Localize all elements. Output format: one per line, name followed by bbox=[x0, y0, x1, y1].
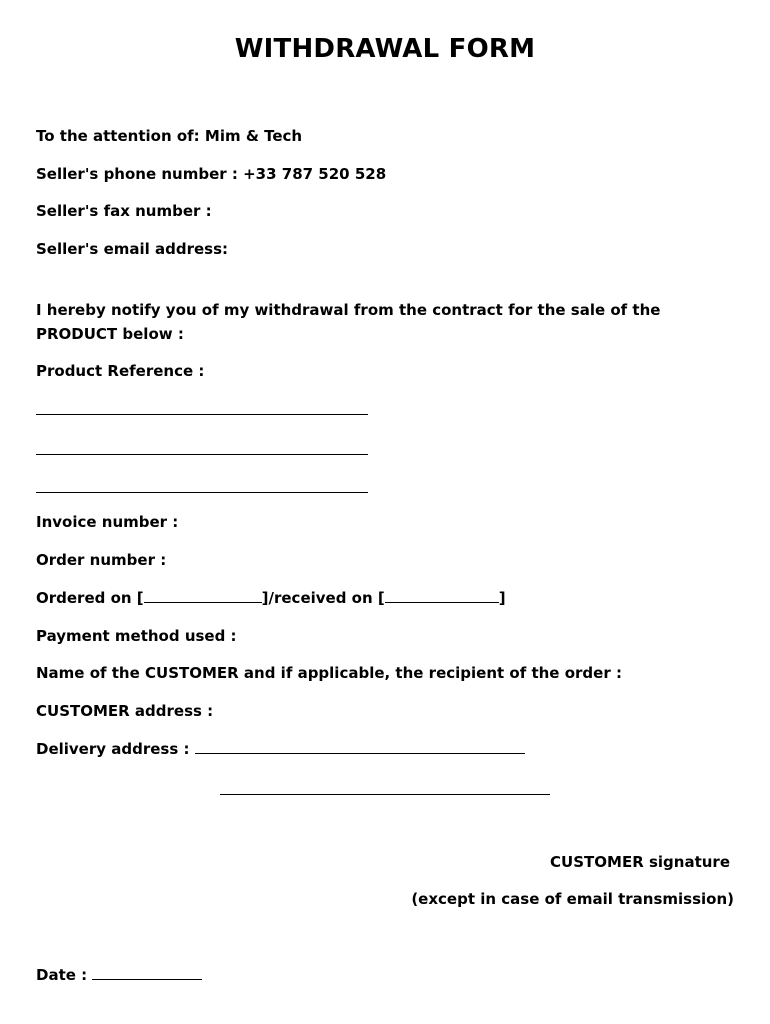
product-reference-blank-3[interactable] bbox=[36, 492, 368, 493]
signature-note: (except in case of email transmission) bbox=[411, 890, 734, 908]
payment-method-line: Payment method used : bbox=[36, 627, 237, 645]
attention-line: To the attention of: Mim & Tech bbox=[36, 127, 303, 145]
delivery-address-blank-1[interactable] bbox=[195, 740, 525, 754]
ordered-received-line bbox=[36, 588, 506, 608]
withdrawal-notice: I hereby notify you of my withdrawal from the contract for the sale of the PRODUCT below : bbox=[36, 301, 661, 343]
delivery-address-label: Delivery address : bbox=[36, 740, 190, 758]
seller-phone-line: Seller's phone number : +33 787 520 528 bbox=[36, 165, 387, 183]
customer-name-line: Name of the CUSTOMER and if applicable, the recipient of the order : bbox=[36, 664, 622, 682]
date-blank[interactable] bbox=[92, 966, 202, 980]
invoice-number-line: Invoice number : bbox=[36, 513, 179, 531]
customer-address-line: CUSTOMER address : bbox=[36, 702, 214, 720]
delivery-address-line bbox=[36, 739, 525, 759]
ordered-on-blank[interactable] bbox=[144, 589, 262, 603]
product-reference-label: Product Reference : bbox=[36, 362, 205, 380]
seller-fax-line: Seller's fax number : bbox=[36, 202, 212, 220]
product-reference-blank-1[interactable] bbox=[36, 414, 368, 415]
order-number-line: Order number : bbox=[36, 551, 167, 569]
received-on-blank[interactable] bbox=[385, 589, 499, 603]
product-reference-blank-2[interactable] bbox=[36, 454, 368, 455]
ordered-on-label: Ordered on [ bbox=[36, 589, 144, 607]
delivery-address-blank-2[interactable] bbox=[220, 794, 550, 795]
received-on-close: ] bbox=[498, 589, 506, 607]
page-title: WITHDRAWAL FORM bbox=[234, 34, 536, 64]
date-label: Date : bbox=[36, 966, 88, 984]
customer-signature-label: CUSTOMER signature bbox=[550, 853, 730, 871]
received-on-label: ]/received on [ bbox=[261, 589, 385, 607]
date-line bbox=[36, 965, 202, 985]
seller-email-line: Seller's email address: bbox=[36, 240, 229, 258]
